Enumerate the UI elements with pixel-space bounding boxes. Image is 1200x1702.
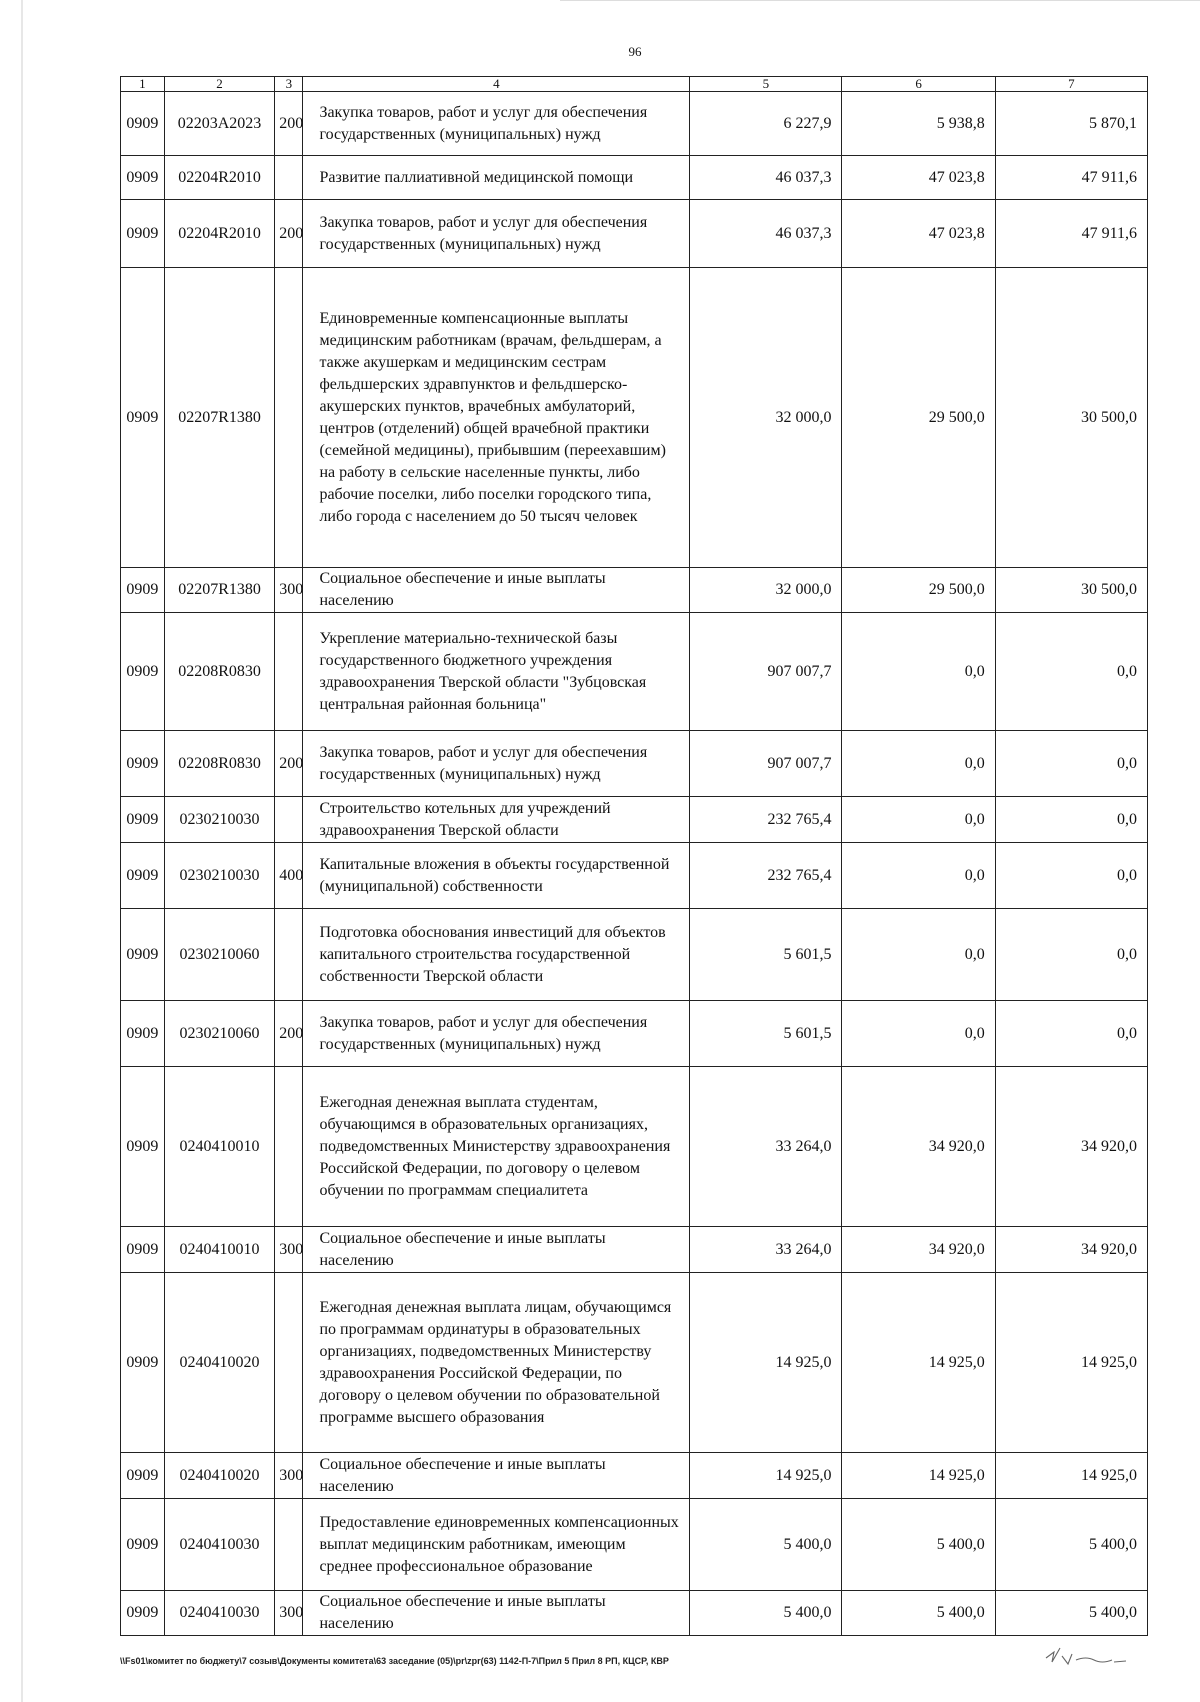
item-description: Единовременные компенсационные выплаты медицинским работникам (врачам, фельдшерам, а также акушеркам и медицинским сестрам фельдшерских здравпунктов и фельдшерско-акушерских пунктов, врачебных амбулаторий, центров (отделений) общей врачебной практики (семейной медицины), прибывшим (переехавшим) на работу в сельские населенные пункты, либо рабочие поселки, либо поселки городского типа, либо города с населением до 50 тысяч человек xyxy=(303,268,690,568)
target-article-code: 02207R1380 xyxy=(164,568,275,613)
item-description: Укрепление материально-технической базы государственного бюджетного учреждения здравоохранения Тверской области "Зубцовская центральная районная больница" xyxy=(303,613,690,731)
amount-col6: 0,0 xyxy=(842,843,995,909)
amount-col5: 5 400,0 xyxy=(690,1499,842,1591)
expense-type-code: 400 xyxy=(275,843,303,909)
amount-col6: 14 925,0 xyxy=(842,1453,995,1499)
amount-col5: 14 925,0 xyxy=(690,1453,842,1499)
amount-col5: 907 007,7 xyxy=(690,731,842,797)
section-code: 0909 xyxy=(121,1227,165,1273)
table-row xyxy=(121,1067,1148,1227)
table-row xyxy=(121,1499,1148,1591)
amount-col6: 34 920,0 xyxy=(842,1227,995,1273)
amount-col7: 34 920,0 xyxy=(995,1067,1147,1227)
target-article-code: 02204R2010 xyxy=(164,200,275,268)
table-row xyxy=(121,92,1148,156)
amount-col7: 0,0 xyxy=(995,843,1147,909)
amount-col7: 47 911,6 xyxy=(995,156,1147,200)
expense-type-code: 300 xyxy=(275,1227,303,1273)
file-path-footer: \\Fs01\комитет по бюджету\7 созыв\Документы комитета\63 заседание (05)\pr\zpr(63) 1142-П-7\Прил 5 Прил 8 РП, КЦСР, КВР xyxy=(120,1656,669,1666)
item-description: Социальное обеспечение и иные выплаты населению xyxy=(303,1453,690,1499)
amount-col7: 30 500,0 xyxy=(995,568,1147,613)
column-number: 7 xyxy=(995,77,1147,92)
target-article-code: 0230210030 xyxy=(164,843,275,909)
section-code: 0909 xyxy=(121,1001,165,1067)
column-number: 1 xyxy=(121,77,165,92)
amount-col5: 232 765,4 xyxy=(690,797,842,843)
target-article-code: 02203A2023 xyxy=(164,92,275,156)
target-article-code: 0240410010 xyxy=(164,1227,275,1273)
table-row xyxy=(121,568,1148,613)
expense-type-code xyxy=(275,268,303,568)
amount-col7: 0,0 xyxy=(995,731,1147,797)
expense-type-code xyxy=(275,797,303,843)
amount-col5: 5 400,0 xyxy=(690,1591,842,1636)
amount-col6: 0,0 xyxy=(842,613,995,731)
amount-col5: 46 037,3 xyxy=(690,156,842,200)
target-article-code: 02208R0830 xyxy=(164,731,275,797)
table-row xyxy=(121,1453,1148,1499)
amount-col6: 47 023,8 xyxy=(842,200,995,268)
amount-col6: 47 023,8 xyxy=(842,156,995,200)
section-code: 0909 xyxy=(121,731,165,797)
item-description: Строительство котельных для учреждений здравоохранения Тверской области xyxy=(303,797,690,843)
budget-table xyxy=(120,76,1148,1636)
amount-col7: 5 870,1 xyxy=(995,92,1147,156)
amount-col7: 30 500,0 xyxy=(995,268,1147,568)
amount-col7: 5 400,0 xyxy=(995,1499,1147,1591)
amount-col6: 34 920,0 xyxy=(842,1067,995,1227)
expense-type-code: 200 xyxy=(275,200,303,268)
target-article-code: 02208R0830 xyxy=(164,613,275,731)
table-row xyxy=(121,156,1148,200)
amount-col5: 46 037,3 xyxy=(690,200,842,268)
column-number-row xyxy=(121,77,1148,92)
expense-type-code xyxy=(275,156,303,200)
item-description: Социальное обеспечение и иные выплаты населению xyxy=(303,1227,690,1273)
amount-col6: 0,0 xyxy=(842,909,995,1001)
amount-col5: 6 227,9 xyxy=(690,92,842,156)
page-number: 96 xyxy=(628,44,642,59)
expense-type-code xyxy=(275,1273,303,1453)
amount-col6: 29 500,0 xyxy=(842,568,995,613)
expense-type-code: 200 xyxy=(275,92,303,156)
item-description: Закупка товаров, работ и услуг для обеспечения государственных (муниципальных) нужд xyxy=(303,92,690,156)
section-code: 0909 xyxy=(121,1453,165,1499)
section-code: 0909 xyxy=(121,568,165,613)
amount-col7: 0,0 xyxy=(995,1001,1147,1067)
section-code: 0909 xyxy=(121,843,165,909)
section-code: 0909 xyxy=(121,156,165,200)
column-number: 5 xyxy=(690,77,842,92)
table-row xyxy=(121,1273,1148,1453)
item-description: Развитие паллиативной медицинской помощи xyxy=(303,156,690,200)
target-article-code: 0240410020 xyxy=(164,1273,275,1453)
amount-col5: 33 264,0 xyxy=(690,1067,842,1227)
target-article-code: 0230210030 xyxy=(164,797,275,843)
table-row xyxy=(121,843,1148,909)
table-row xyxy=(121,200,1148,268)
item-description: Ежегодная денежная выплата студентам, обучающимся в образовательных организациях, подведомственных Министерству здравоохранения Российской Федерации, по договору о целевом обучении по программам специалитета xyxy=(303,1067,690,1227)
section-code: 0909 xyxy=(121,613,165,731)
target-article-code: 0230210060 xyxy=(164,1001,275,1067)
item-description: Капитальные вложения в объекты государственной (муниципальной) собственности xyxy=(303,843,690,909)
section-code: 0909 xyxy=(121,1499,165,1591)
section-code: 0909 xyxy=(121,797,165,843)
amount-col5: 33 264,0 xyxy=(690,1227,842,1273)
amount-col7: 47 911,6 xyxy=(995,200,1147,268)
expense-type-code xyxy=(275,909,303,1001)
item-description: Предоставление единовременных компенсационных выплат медицинским работникам, имеющим среднее профессиональное образование xyxy=(303,1499,690,1591)
amount-col5: 32 000,0 xyxy=(690,568,842,613)
amount-col7: 0,0 xyxy=(995,797,1147,843)
amount-col6: 0,0 xyxy=(842,1001,995,1067)
item-description: Закупка товаров, работ и услуг для обеспечения государственных (муниципальных) нужд xyxy=(303,200,690,268)
target-article-code: 0240410030 xyxy=(164,1591,275,1636)
amount-col7: 34 920,0 xyxy=(995,1227,1147,1273)
amount-col5: 232 765,4 xyxy=(690,843,842,909)
amount-col6: 0,0 xyxy=(842,797,995,843)
amount-col7: 14 925,0 xyxy=(995,1273,1147,1453)
table-row xyxy=(121,1001,1148,1067)
amount-col5: 5 601,5 xyxy=(690,1001,842,1067)
section-code: 0909 xyxy=(121,200,165,268)
target-article-code: 0230210060 xyxy=(164,909,275,1001)
expense-type-code: 300 xyxy=(275,568,303,613)
amount-col7: 0,0 xyxy=(995,909,1147,1001)
amount-col6: 14 925,0 xyxy=(842,1273,995,1453)
table-row xyxy=(121,797,1148,843)
section-code: 0909 xyxy=(121,1067,165,1227)
target-article-code: 02207R1380 xyxy=(164,268,275,568)
expense-type-code xyxy=(275,1067,303,1227)
target-article-code: 0240410020 xyxy=(164,1453,275,1499)
table-row xyxy=(121,613,1148,731)
expense-type-code: 200 xyxy=(275,1001,303,1067)
target-article-code: 02204R2010 xyxy=(164,156,275,200)
section-code: 0909 xyxy=(121,92,165,156)
section-code: 0909 xyxy=(121,909,165,1001)
expense-type-code: 200 xyxy=(275,731,303,797)
amount-col6: 5 938,8 xyxy=(842,92,995,156)
item-description: Подготовка обоснования инвестиций для объектов капитального строительства государственной собственности Тверской области xyxy=(303,909,690,1001)
amount-col6: 29 500,0 xyxy=(842,268,995,568)
column-number: 6 xyxy=(842,77,995,92)
item-description: Ежегодная денежная выплата лицам, обучающимся по программам ординатуры в образовательных организациях, подведомственных Министерству здравоохранения Российской Федерации, по договору о целевом обучении по образовательной программе высшего образования xyxy=(303,1273,690,1453)
item-description: Закупка товаров, работ и услуг для обеспечения государственных (муниципальных) нужд xyxy=(303,1001,690,1067)
table-row xyxy=(121,1227,1148,1273)
amount-col5: 5 601,5 xyxy=(690,909,842,1001)
item-description: Закупка товаров, работ и услуг для обеспечения государственных (муниципальных) нужд xyxy=(303,731,690,797)
item-description: Социальное обеспечение и иные выплаты населению xyxy=(303,1591,690,1636)
amount-col6: 5 400,0 xyxy=(842,1499,995,1591)
column-number: 4 xyxy=(303,77,690,92)
expense-type-code xyxy=(275,1499,303,1591)
amount-col5: 14 925,0 xyxy=(690,1273,842,1453)
expense-type-code: 300 xyxy=(275,1453,303,1499)
amount-col6: 5 400,0 xyxy=(842,1591,995,1636)
column-number: 3 xyxy=(275,77,303,92)
table-row xyxy=(121,1591,1148,1636)
amount-col7: 0,0 xyxy=(995,613,1147,731)
target-article-code: 0240410030 xyxy=(164,1499,275,1591)
section-code: 0909 xyxy=(121,1591,165,1636)
amount-col5: 32 000,0 xyxy=(690,268,842,568)
table-row xyxy=(121,731,1148,797)
table-row xyxy=(121,268,1148,568)
amount-col5: 907 007,7 xyxy=(690,613,842,731)
item-description: Социальное обеспечение и иные выплаты населению xyxy=(303,568,690,613)
expense-type-code: 300 xyxy=(275,1591,303,1636)
amount-col7: 5 400,0 xyxy=(995,1591,1147,1636)
amount-col7: 14 925,0 xyxy=(995,1453,1147,1499)
handwritten-signature xyxy=(1042,1642,1132,1672)
target-article-code: 0240410010 xyxy=(164,1067,275,1227)
table-row xyxy=(121,909,1148,1001)
section-code: 0909 xyxy=(121,268,165,568)
section-code: 0909 xyxy=(121,1273,165,1453)
column-number: 2 xyxy=(164,77,275,92)
expense-type-code xyxy=(275,613,303,731)
amount-col6: 0,0 xyxy=(842,731,995,797)
